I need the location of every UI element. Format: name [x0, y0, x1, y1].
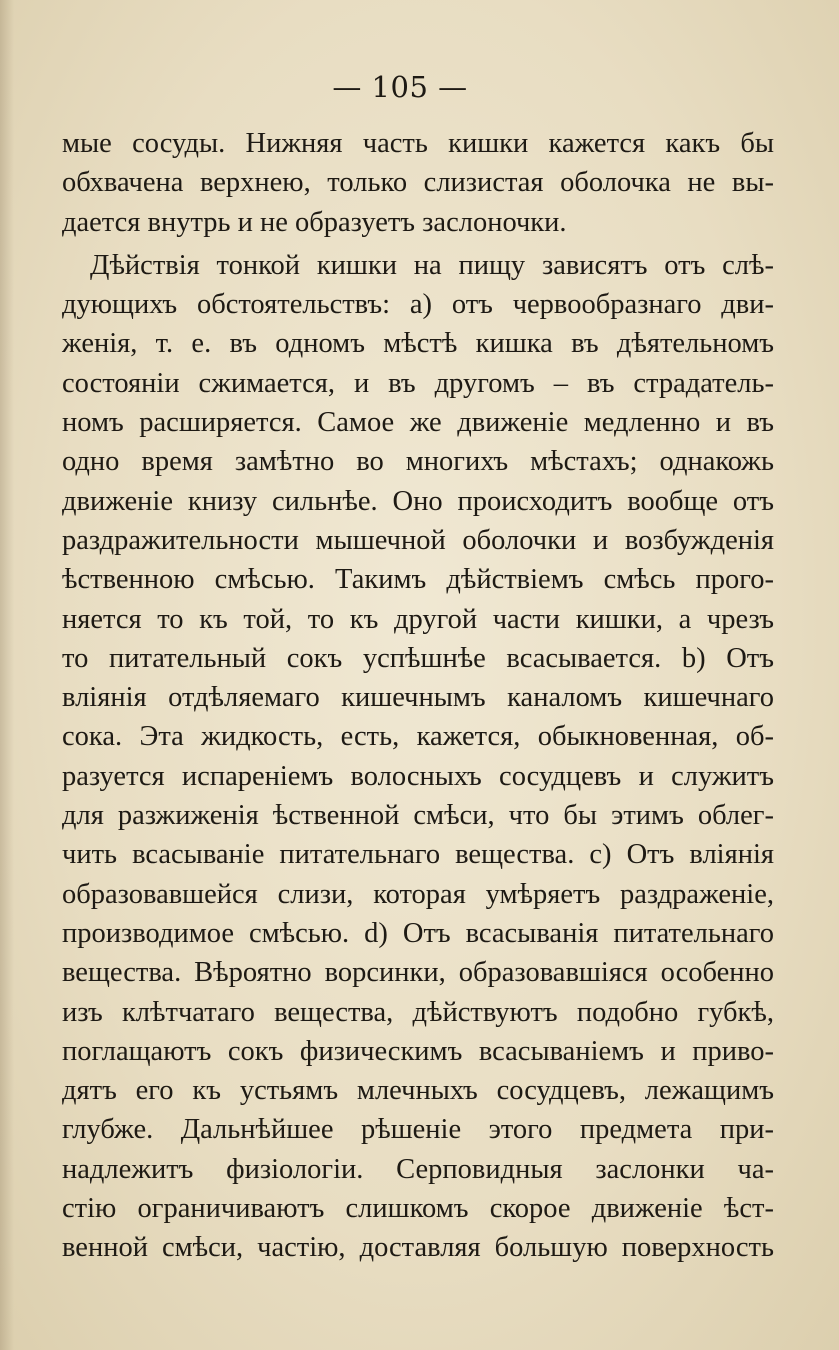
text-line: производимое смѣсью. d) Отъ всасыванія питательнаго	[62, 917, 774, 949]
text-line: разуется испареніемъ волосныхъ сосудцевъ и служитъ	[62, 760, 774, 792]
text-line	[62, 1268, 774, 1307]
text-line: для разжиженія ѣственной смѣси, что бы этимъ облег-	[62, 800, 774, 832]
text-line: Дѣйствія тонкой кишки на пищу зависятъ отъ слѣ-	[90, 249, 774, 281]
text-line: вещества. Вѣроятно ворсинки, образовавшіяся особенно	[62, 957, 774, 989]
text-line: вліянія отдѣляемаго кишечнымъ каналомъ кишечнаго	[62, 682, 774, 714]
text-line: то питательный сокъ успѣшнѣе всасывается. b) Отъ	[62, 642, 774, 674]
text-line: сока. Эта жидкость, есть, кажется, обыкновенная, об-	[62, 721, 774, 753]
text-line: состояніи сжимается, и въ другомъ – въ страдатель-	[62, 367, 774, 399]
text-line: поглащаютъ сокъ физическимъ всасываніемъ и приво-	[62, 1035, 774, 1067]
text-line: ѣственною смѣсью. Такимъ дѣйствіемъ смѣсь прого-	[62, 564, 774, 596]
text-line: дятъ его къ устьямъ млечныхъ сосудцевъ, лежащимъ	[62, 1075, 774, 1107]
text-line: обхвачена верхнею, только слизистая оболочка не вы-	[62, 167, 774, 199]
page-number: — 105 —	[332, 70, 468, 104]
text-line: дается внутрь и не образуетъ заслоночки.	[62, 206, 567, 238]
text-line: дующихъ обстоятельствъ: a) отъ червообразнаго дви-	[62, 289, 774, 321]
paragraph-1	[62, 124, 774, 242]
text-line: глубже. Дальнѣйшее рѣшеніе этого предмета при-	[62, 1114, 774, 1146]
text-line: чить всасываніе питательнаго вещества. c) Отъ вліянія	[62, 839, 774, 871]
text-line: движеніе книзу сильнѣе. Оно происходитъ вообще отъ	[62, 485, 774, 517]
page-edge-shadow	[0, 0, 14, 1350]
text-line: венной смѣси, частію, доставляя большую поверхность	[62, 1232, 774, 1264]
text-line: надлежитъ физіологіи. Серповидныя заслонки ча-	[62, 1153, 774, 1185]
text-line: номъ расширяется. Самое же движеніе медленно и въ	[62, 407, 774, 439]
text-line: стію ограничиваютъ слишкомъ скорое движеніе ѣст-	[62, 1193, 774, 1225]
body-text	[62, 124, 774, 1307]
text-line: женія, т. е. въ одномъ мѣстѣ кишка въ дѣятельномъ	[62, 328, 774, 360]
text-line: образовавшейся слизи, которая умѣряетъ раздраженіе,	[62, 878, 774, 910]
text-line: мые сосуды. Нижняя часть кишки кажется какъ бы	[62, 128, 774, 159]
text-line: одно время замѣтно во многихъ мѣстахъ; однакожь	[62, 446, 774, 478]
text-line: няется то къ той, то къ другой части кишки, а чрезъ	[62, 603, 774, 635]
text-line: раздражительности мышечной оболочки и возбужденія	[62, 524, 774, 556]
text-line: изъ клѣтчатаго вещества, дѣйствуютъ подобно губкѣ,	[62, 996, 774, 1028]
paragraph-2	[62, 246, 774, 1307]
